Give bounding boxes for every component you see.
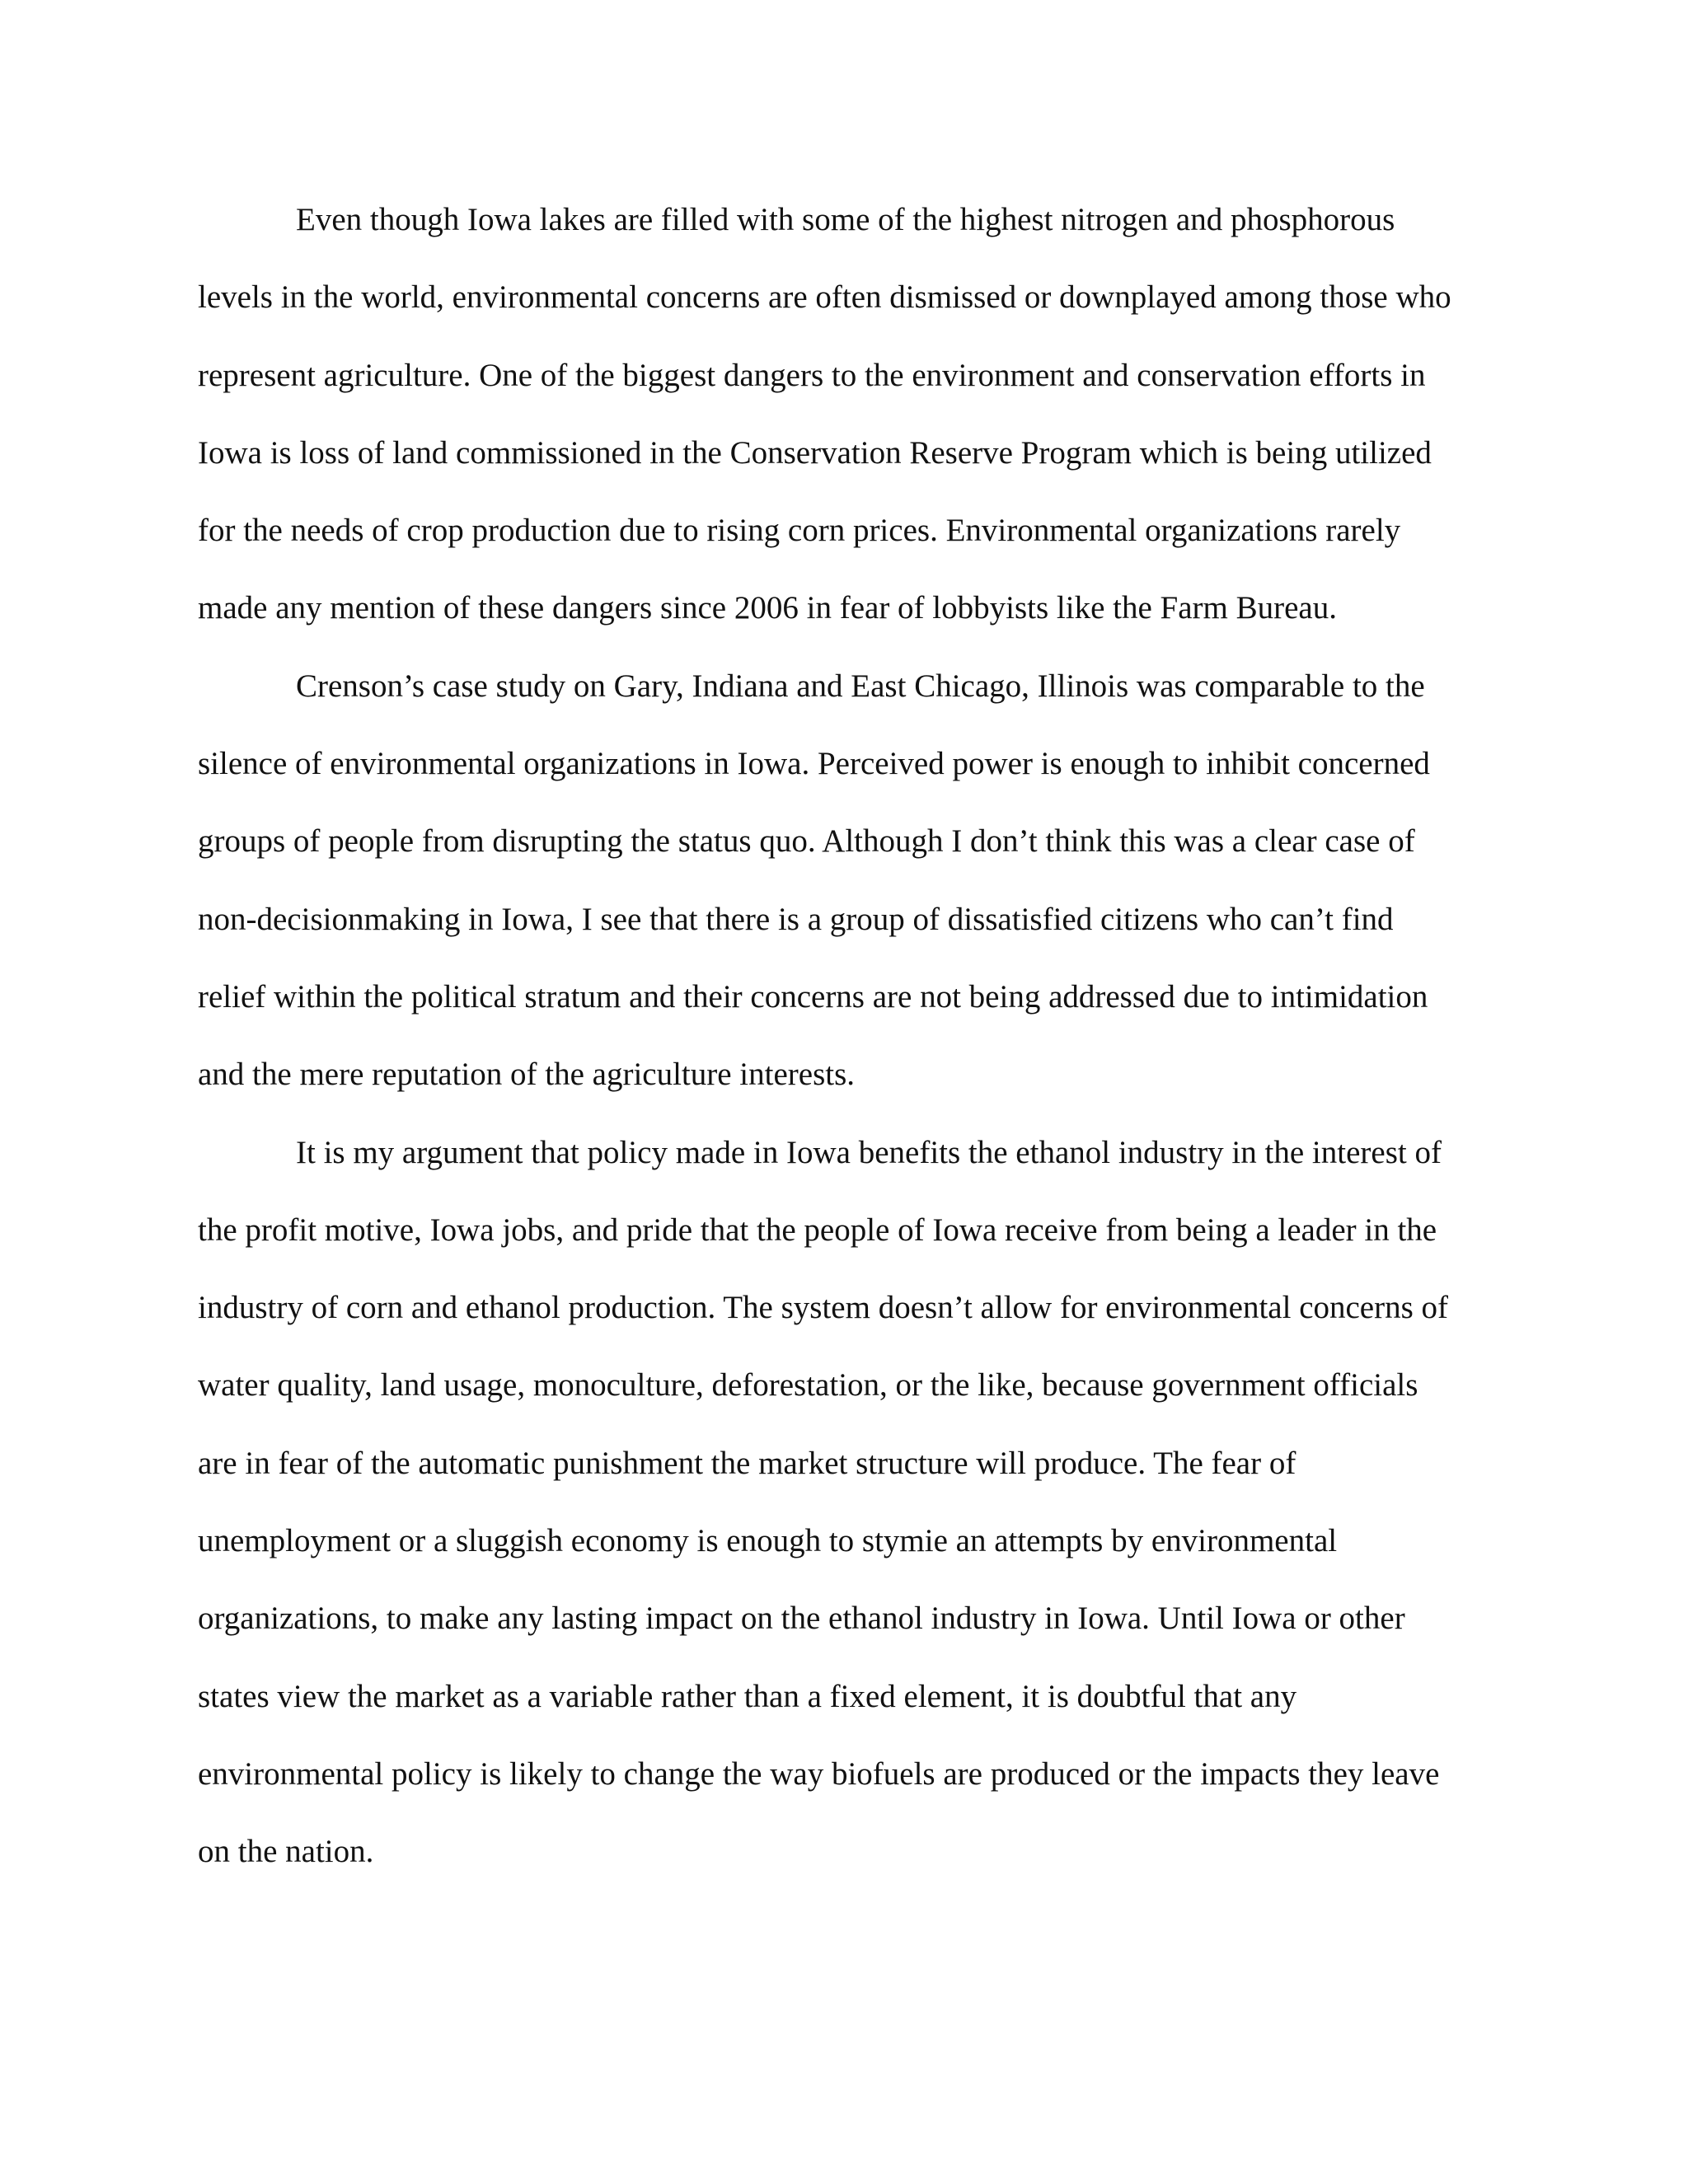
paragraph-2 xyxy=(198,648,1500,1114)
text-line: Iowa is loss of land commissioned in the Conservation Reserve Program which is being utilized xyxy=(198,434,1432,471)
text-line: organizations, to make any lasting impact on the ethanol industry in Iowa. Until Iowa or other xyxy=(198,1601,1405,1637)
text-line: silence of environmental organizations in Iowa. Perceived power is enough to inhibit concerned xyxy=(198,746,1430,782)
text-line: made any mention of these dangers since 2006 in fear of lobbyists like the Farm Bureau. xyxy=(198,590,1337,626)
document-body xyxy=(198,181,1500,1891)
text-line: on the nation. xyxy=(198,1834,374,1870)
text-line: environmental policy is likely to change the way biofuels are produced or the impacts they leave xyxy=(198,1755,1440,1792)
text-line: represent agriculture. One of the biggest dangers to the environment and conservation efforts in xyxy=(198,357,1426,393)
text-line: are in fear of the automatic punishment the market structure will produce. The fear of xyxy=(198,1445,1296,1481)
text-line: water quality, land usage, monoculture, deforestation, or the like, because government officials xyxy=(198,1367,1418,1404)
paragraph-1 xyxy=(198,181,1500,648)
text-line: levels in the world, environmental concerns are often dismissed or downplayed among those who xyxy=(198,279,1451,316)
text-line: non-decisionmaking in Iowa, I see that there is a group of dissatisfied citizens who can’t find xyxy=(198,901,1394,937)
text-line: industry of corn and ethanol production. The system doesn’t allow for environmental concerns of xyxy=(198,1290,1449,1326)
text-line: groups of people from disrupting the status quo. Although I don’t think this was a clear case of xyxy=(198,823,1415,860)
text-line: unemployment or a sluggish economy is enough to stymie an attempts by environmental xyxy=(198,1523,1338,1559)
text-line: the profit motive, Iowa jobs, and pride that the people of Iowa receive from being a leader in the xyxy=(198,1212,1437,1248)
text-line: It is my argument that policy made in Iowa benefits the ethanol industry in the interest of xyxy=(296,1134,1442,1170)
text-line: and the mere reputation of the agriculture interests. xyxy=(198,1057,856,1093)
text-line: states view the market as a variable rather than a fixed element, it is doubtful that any xyxy=(198,1678,1297,1714)
paragraph-3 xyxy=(198,1114,1500,1891)
text-line: Crenson’s case study on Gary, Indiana and East Chicago, Illinois was comparable to the xyxy=(296,668,1425,704)
text-line: relief within the political stratum and their concerns are not being addressed due to intimidation xyxy=(198,978,1428,1015)
text-line: for the needs of crop production due to rising corn prices. Environmental organizations rarely xyxy=(198,513,1401,549)
text-line: Even though Iowa lakes are filled with some of the highest nitrogen and phosphorous xyxy=(296,202,1395,237)
